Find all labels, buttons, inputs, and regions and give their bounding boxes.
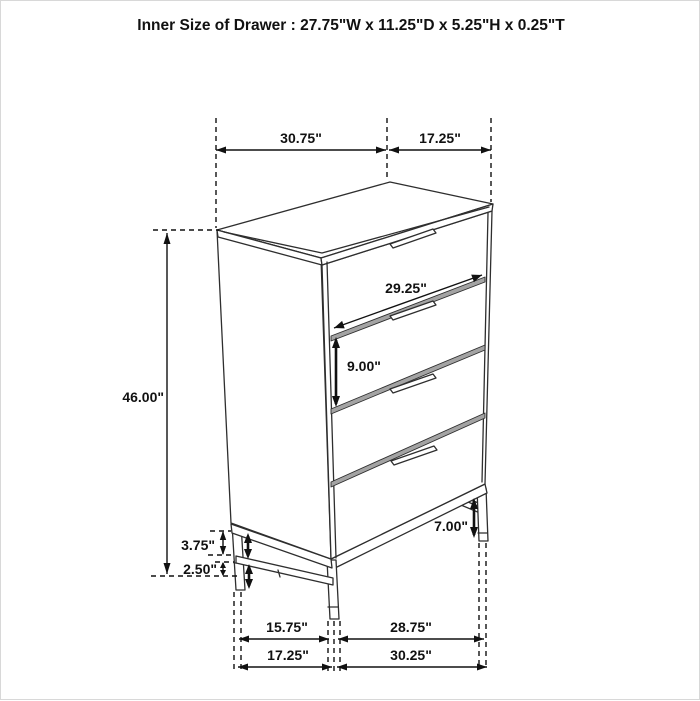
dimension-base-outer-right-label: 30.25": [390, 647, 432, 663]
dimension-base-outer-left: [238, 647, 332, 671]
dimension-drawer-width-label: 29.25": [385, 280, 427, 296]
dimension-base-outer-left-label: 17.25": [267, 647, 309, 663]
dimension-base-inner-right: [338, 619, 484, 643]
technical-drawing: [1, 1, 700, 701]
dimension-top-width-label: 30.75": [280, 130, 322, 146]
dimension-base-inner-right-label: 28.75": [390, 619, 432, 635]
dimension-overall-height: [122, 233, 170, 574]
dimension-top-depth: [389, 130, 491, 154]
chest-side-panel: [217, 230, 331, 559]
chest-illustration: [217, 182, 493, 619]
dimension-drawer-spacing-label: 9.00": [347, 358, 381, 374]
page-title: Inner Size of Drawer : 27.75"W x 11.25"D x 5.25"H x 0.25"T: [137, 17, 565, 34]
dimension-top-depth-label: 17.25": [419, 130, 461, 146]
dimension-top-width: [216, 130, 386, 154]
dimension-frame-lower-gap-label: 2.50": [183, 561, 217, 577]
dimension-base-outer-right: [337, 647, 487, 671]
front-left-leg: [327, 560, 339, 619]
dimension-base-inner-left: [239, 619, 329, 643]
dimension-base-inner-left-label: 15.75": [266, 619, 308, 635]
dimension-leg-height-label: 7.00": [434, 518, 468, 534]
dimension-frame-upper-gap-label: 3.75": [181, 537, 215, 553]
dimension-overall-height-label: 46.00": [122, 389, 164, 405]
